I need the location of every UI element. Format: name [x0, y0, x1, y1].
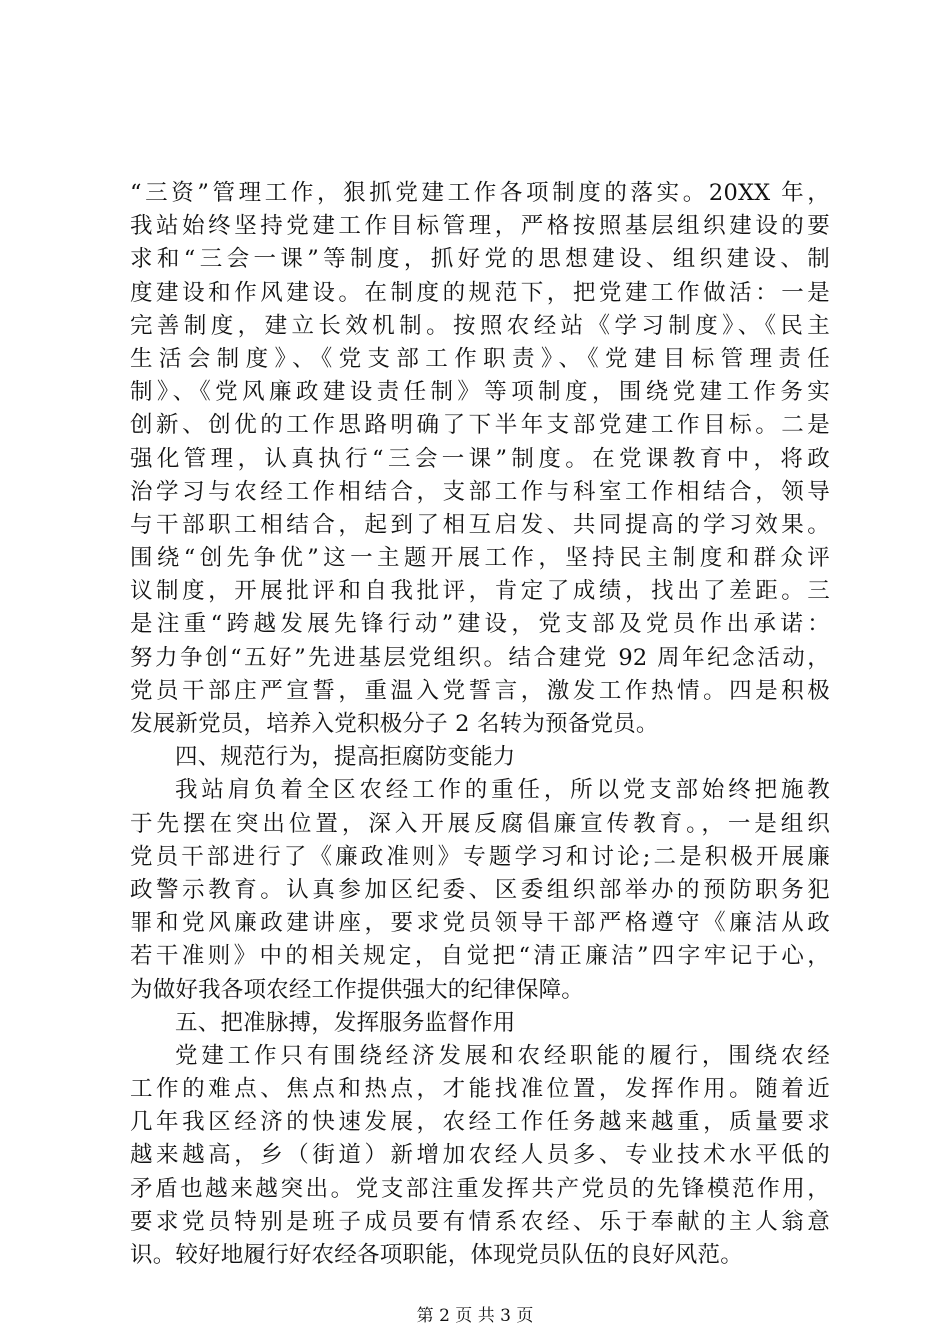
body-line: 发展新党员，培养入党积极分子 2 名转为预备党员。	[130, 711, 659, 737]
body-line: 几年我区经济的快速发展，农经工作任务越来越重，质量要求	[130, 1109, 830, 1136]
body-line: 努力争创“五好”先进基层党组织。结合建党 92 周年纪念活动，	[130, 644, 830, 671]
body-line: 治学习与农经工作相结合，支部工作与科室工作相结合，领导	[130, 478, 830, 505]
body-line: 罪和党风廉政建讲座，要求党员领导干部严格遵守《廉洁从政	[130, 910, 830, 937]
body-line: 要求党员特别是班子成员要有情系农经、乐于奉献的主人翁意	[130, 1208, 830, 1235]
section-heading: 四、规范行为，提高拒腐防变能力	[175, 744, 516, 771]
body-line: 我站肩负着全区农经工作的重任，所以党支部始终把施教	[175, 777, 830, 804]
body-line: 创新、创优的工作思路明确了下半年支部党建工作目标。二是	[130, 412, 830, 439]
body-line: 工作的难点、焦点和热点，才能找准位置，发挥作用。随着近	[130, 1076, 830, 1103]
body-line: 党建工作只有围绕经济发展和农经职能的履行，围绕农经	[175, 1042, 830, 1069]
body-line: 我站始终坚持党建工作目标管理，严格按照基层组织建设的要	[130, 213, 830, 240]
body-line: 矛盾也越来越突出。党支部注重发挥共产党员的先锋模范作用，	[130, 1175, 830, 1202]
body-line: 党员干部庄严宣誓，重温入党誓言，激发工作热情。四是积极	[130, 677, 830, 704]
body-line: 强化管理，认真执行“三会一课”制度。在党课教育中，将政	[130, 445, 830, 472]
page-footer: 第 2 页 共 3 页	[416, 1306, 534, 1326]
body-line: 度建设和作风建设。在制度的规范下，把党建工作做活：一是	[130, 279, 830, 306]
body-line: 是注重“跨越发展先锋行动”建设，党支部及党员作出承诺：	[130, 611, 830, 638]
body-line: 识。较好地履行好农经各项职能，体现党员队伍的良好风范。	[130, 1242, 743, 1268]
body-line: 生活会制度》、《党支部工作职责》、《党建目标管理责任	[130, 345, 830, 372]
body-line: 若干准则》中的相关规定，自觉把“清正廉洁”四字牢记于心，	[130, 943, 830, 970]
section-heading: 五、把准脉搏，发挥服务监督作用	[175, 1009, 516, 1036]
body-line: 于先摆在突出位置，深入开展反腐倡廉宣传教育。，一是组织	[130, 810, 830, 837]
body-line: 为做好我各项农经工作提供强大的纪律保障。	[130, 976, 585, 1003]
body-line: “三资”管理工作，狠抓党建工作各项制度的落实。20XX 年，	[130, 180, 830, 206]
document-body	[130, 177, 830, 1272]
body-line: 求和“三会一课”等制度，抓好党的思想建设、组织建设、制	[130, 246, 830, 273]
body-line: 议制度，开展批评和自我批评，肯定了成绩，找出了差距。三	[130, 578, 830, 605]
body-line: 越来越高，乡（街道）新增加农经人员多、专业技术水平低的	[130, 1142, 830, 1169]
body-line: 与干部职工相结合，起到了相互启发、共同提高的学习效果。	[130, 511, 830, 538]
body-line: 政警示教育。认真参加区纪委、区委组织部举办的预防职务犯	[130, 876, 830, 903]
body-line: 党员干部进行了《廉政准则》专题学习和讨论;二是积极开展廉	[130, 843, 830, 870]
body-line: 制》、《党风廉政建设责任制》等项制度，围绕党建工作务实	[130, 379, 830, 406]
body-line: 围绕“创先争优”这一主题开展工作，坚持民主制度和群众评	[130, 545, 830, 572]
body-line: 完善制度，建立长效机制。按照农经站《学习制度》、《民主	[130, 312, 830, 339]
